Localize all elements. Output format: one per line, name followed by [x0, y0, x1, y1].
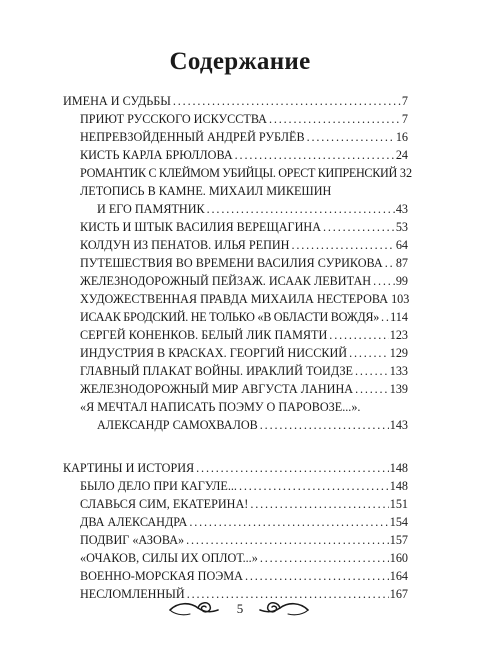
- toc-entry[interactable]: [97, 416, 408, 434]
- toc-entry[interactable]: [80, 164, 413, 182]
- page-number: 5: [236, 601, 244, 616]
- leader-dots: [269, 110, 401, 128]
- toc-entry[interactable]: [80, 495, 408, 513]
- leader-dots: [373, 272, 395, 290]
- toc-entry[interactable]: [80, 146, 408, 164]
- toc-entry-title: ЖЕЛЕЗНОДОРОЖНЫЙ МИР АВГУСТА ЛАНИНА: [80, 382, 354, 396]
- toc-entry-title: ГЛАВНЫЙ ПЛАКАТ ВОЙНЫ. ИРАКЛИЙ ТОИДЗЕ: [80, 364, 353, 378]
- leader-dots: [291, 236, 394, 254]
- toc-section-heading[interactable]: [63, 92, 408, 110]
- toc-entry-title: ВОЕННО-МОРСКАЯ ПОЭМА: [80, 569, 243, 583]
- toc-entry[interactable]: [97, 200, 408, 218]
- leader-dots: [186, 531, 389, 549]
- toc-entry-title: ПУТЕШЕСТВИЯ ВО ВРЕМЕНИ ВАСИЛИЯ СУРИКОВА: [80, 256, 383, 270]
- toc-entry-page: 87: [395, 256, 408, 270]
- toc-entry-page: 151: [389, 497, 408, 511]
- toc-entry-title: НЕСЛОМЛЕННЫЙ: [80, 587, 185, 601]
- toc-entry-page: 123: [389, 328, 408, 342]
- toc-entry-page: 53: [395, 220, 408, 234]
- toc-entry[interactable]: [80, 362, 408, 380]
- toc-entry[interactable]: [80, 254, 408, 272]
- leader-dots: [307, 128, 395, 146]
- toc-entry-page: 157: [389, 533, 408, 547]
- leader-dots: [381, 308, 389, 326]
- toc-entry[interactable]: [80, 218, 408, 236]
- toc-entry-title: ХУДОЖЕСТВЕННАЯ ПРАВДА МИХАИЛА НЕСТЕРОВА: [80, 292, 389, 306]
- leader-dots: [235, 146, 395, 164]
- toc-entry[interactable]: [80, 344, 408, 362]
- toc-entry-page: 64: [395, 238, 408, 252]
- toc-section-heading[interactable]: [63, 459, 408, 477]
- toc-entry-title: «ОЧАКОВ, СИЛЫ ИХ ОПЛОТ...»: [80, 551, 258, 565]
- leader-dots: [239, 477, 389, 495]
- toc-entry-first-line[interactable]: «Я МЕЧТАЛ НАПИСАТЬ ПОЭМУ О ПАРОВОЗЕ...».: [80, 400, 361, 414]
- leader-dots: [245, 567, 389, 585]
- toc-entry-page: 7: [401, 112, 408, 126]
- toc-entry[interactable]: [80, 272, 408, 290]
- toc-entry-page: 167: [389, 587, 408, 601]
- toc-entry-title: ИСААК БРОДСКИЙ. НЕ ТОЛЬКО «В ОБЛАСТИ ВОЖДЯ»: [80, 310, 380, 324]
- toc-entry-title: ИНДУСТРИЯ В КРАСКАХ. ГЕОРГИЙ НИССКИЙ: [80, 346, 348, 360]
- toc-entry-title: АЛЕКСАНДР САМОХВАЛОВ: [97, 418, 258, 432]
- toc-entry-page: 154: [389, 515, 408, 529]
- leader-dots: [207, 200, 395, 218]
- toc-entry-page: 99: [395, 274, 408, 288]
- leader-dots: [250, 495, 388, 513]
- toc-entry[interactable]: [80, 531, 408, 549]
- toc-entry-page: 148: [389, 461, 408, 475]
- leader-dots: [385, 254, 395, 272]
- toc-entry-title: КИСТЬ КАРЛА БРЮЛЛОВА: [80, 148, 233, 162]
- toc-entry[interactable]: [80, 477, 408, 495]
- page-title: Содержание: [169, 48, 311, 75]
- toc-entry-page: 160: [389, 551, 408, 565]
- leader-dots: [355, 362, 389, 380]
- toc-entry[interactable]: [80, 326, 408, 344]
- toc-entry-title: РОМАНТИК С КЛЕЙМОМ УБИЙЦЫ. ОРЕСТ КИПРЕНСКИЙ: [80, 166, 397, 180]
- toc-entry[interactable]: [80, 110, 408, 128]
- leader-dots: [173, 92, 401, 110]
- toc-entry[interactable]: [80, 236, 408, 254]
- right-ornament-icon: [258, 598, 310, 620]
- toc-entry-title: ПОДВИГ «АЗОВА»: [80, 533, 185, 547]
- toc-entry[interactable]: [80, 513, 408, 531]
- toc-entry-title: КАРТИНЫ И ИСТОРИЯ: [63, 461, 195, 475]
- toc-entry-page: 7: [401, 94, 408, 108]
- toc-entry-title: И ЕГО ПАМЯТНИК: [97, 202, 205, 216]
- toc-entry-page: 139: [389, 382, 408, 396]
- leader-dots: [323, 218, 395, 236]
- toc-entry-title: СЕРГЕЙ КОНЕНКОВ. БЕЛЫЙ ЛИК ПАМЯТИ: [80, 328, 328, 342]
- toc-entry-title: СЛАВЬСЯ СИМ, ЕКАТЕРИНА!: [80, 497, 249, 511]
- leader-dots: [260, 549, 389, 567]
- toc-entry-title: ЖЕЛЕЗНОДОРОЖНЫЙ ПЕЙЗАЖ. ИСААК ЛЕВИТАН: [80, 274, 372, 288]
- leader-dots: [355, 380, 389, 398]
- leader-dots: [196, 459, 389, 477]
- toc-entry[interactable]: [80, 128, 408, 146]
- toc-entry-page: 32: [399, 166, 413, 180]
- toc-entry-title: ПРИЮТ РУССКОГО ИСКУССТВА: [80, 112, 267, 126]
- leader-dots: [260, 416, 389, 434]
- toc-entry[interactable]: [80, 567, 408, 585]
- toc-entry-page: 129: [389, 346, 408, 360]
- toc-entry-first-line[interactable]: ЛЕТОПИСЬ В КАМНЕ. МИХАИЛ МИКЕШИН: [80, 184, 332, 198]
- toc-entry-title: ИМЕНА И СУДЬБЫ: [63, 94, 171, 108]
- leader-dots: [349, 344, 389, 362]
- toc-entry[interactable]: [80, 380, 408, 398]
- toc-entry-title: НЕПРЕВЗОЙДЕННЫЙ АНДРЕЙ РУБЛЁВ: [80, 130, 305, 144]
- toc-entry-page: 133: [389, 364, 408, 378]
- toc-entry[interactable]: [80, 308, 408, 326]
- toc-entry-page: 114: [390, 310, 408, 324]
- toc-entry[interactable]: [80, 549, 408, 567]
- leader-dots: [329, 326, 388, 344]
- toc-entry-page: 103: [391, 292, 410, 306]
- toc-entry-title: КОЛДУН ИЗ ПЕНАТОВ. ИЛЬЯ РЕПИН: [80, 238, 290, 252]
- toc-entry-page: 143: [389, 418, 408, 432]
- toc-entry-page: 24: [395, 148, 408, 162]
- toc-entry-page: 164: [389, 569, 408, 583]
- toc-entry-page: 43: [395, 202, 408, 216]
- toc-entry-title: КИСТЬ И ШТЫК ВАСИЛИЯ ВЕРЕЩАГИНА: [80, 220, 322, 234]
- toc-entry-page: 148: [389, 479, 408, 493]
- toc-entry-title: БЫЛО ДЕЛО ПРИ КАГУЛЕ...: [80, 479, 237, 493]
- toc-entry-page: 16: [395, 130, 408, 144]
- toc-entry-title: ДВА АЛЕКСАНДРА: [80, 515, 188, 529]
- toc-entry[interactable]: [80, 290, 408, 308]
- leader-dots: [189, 513, 388, 531]
